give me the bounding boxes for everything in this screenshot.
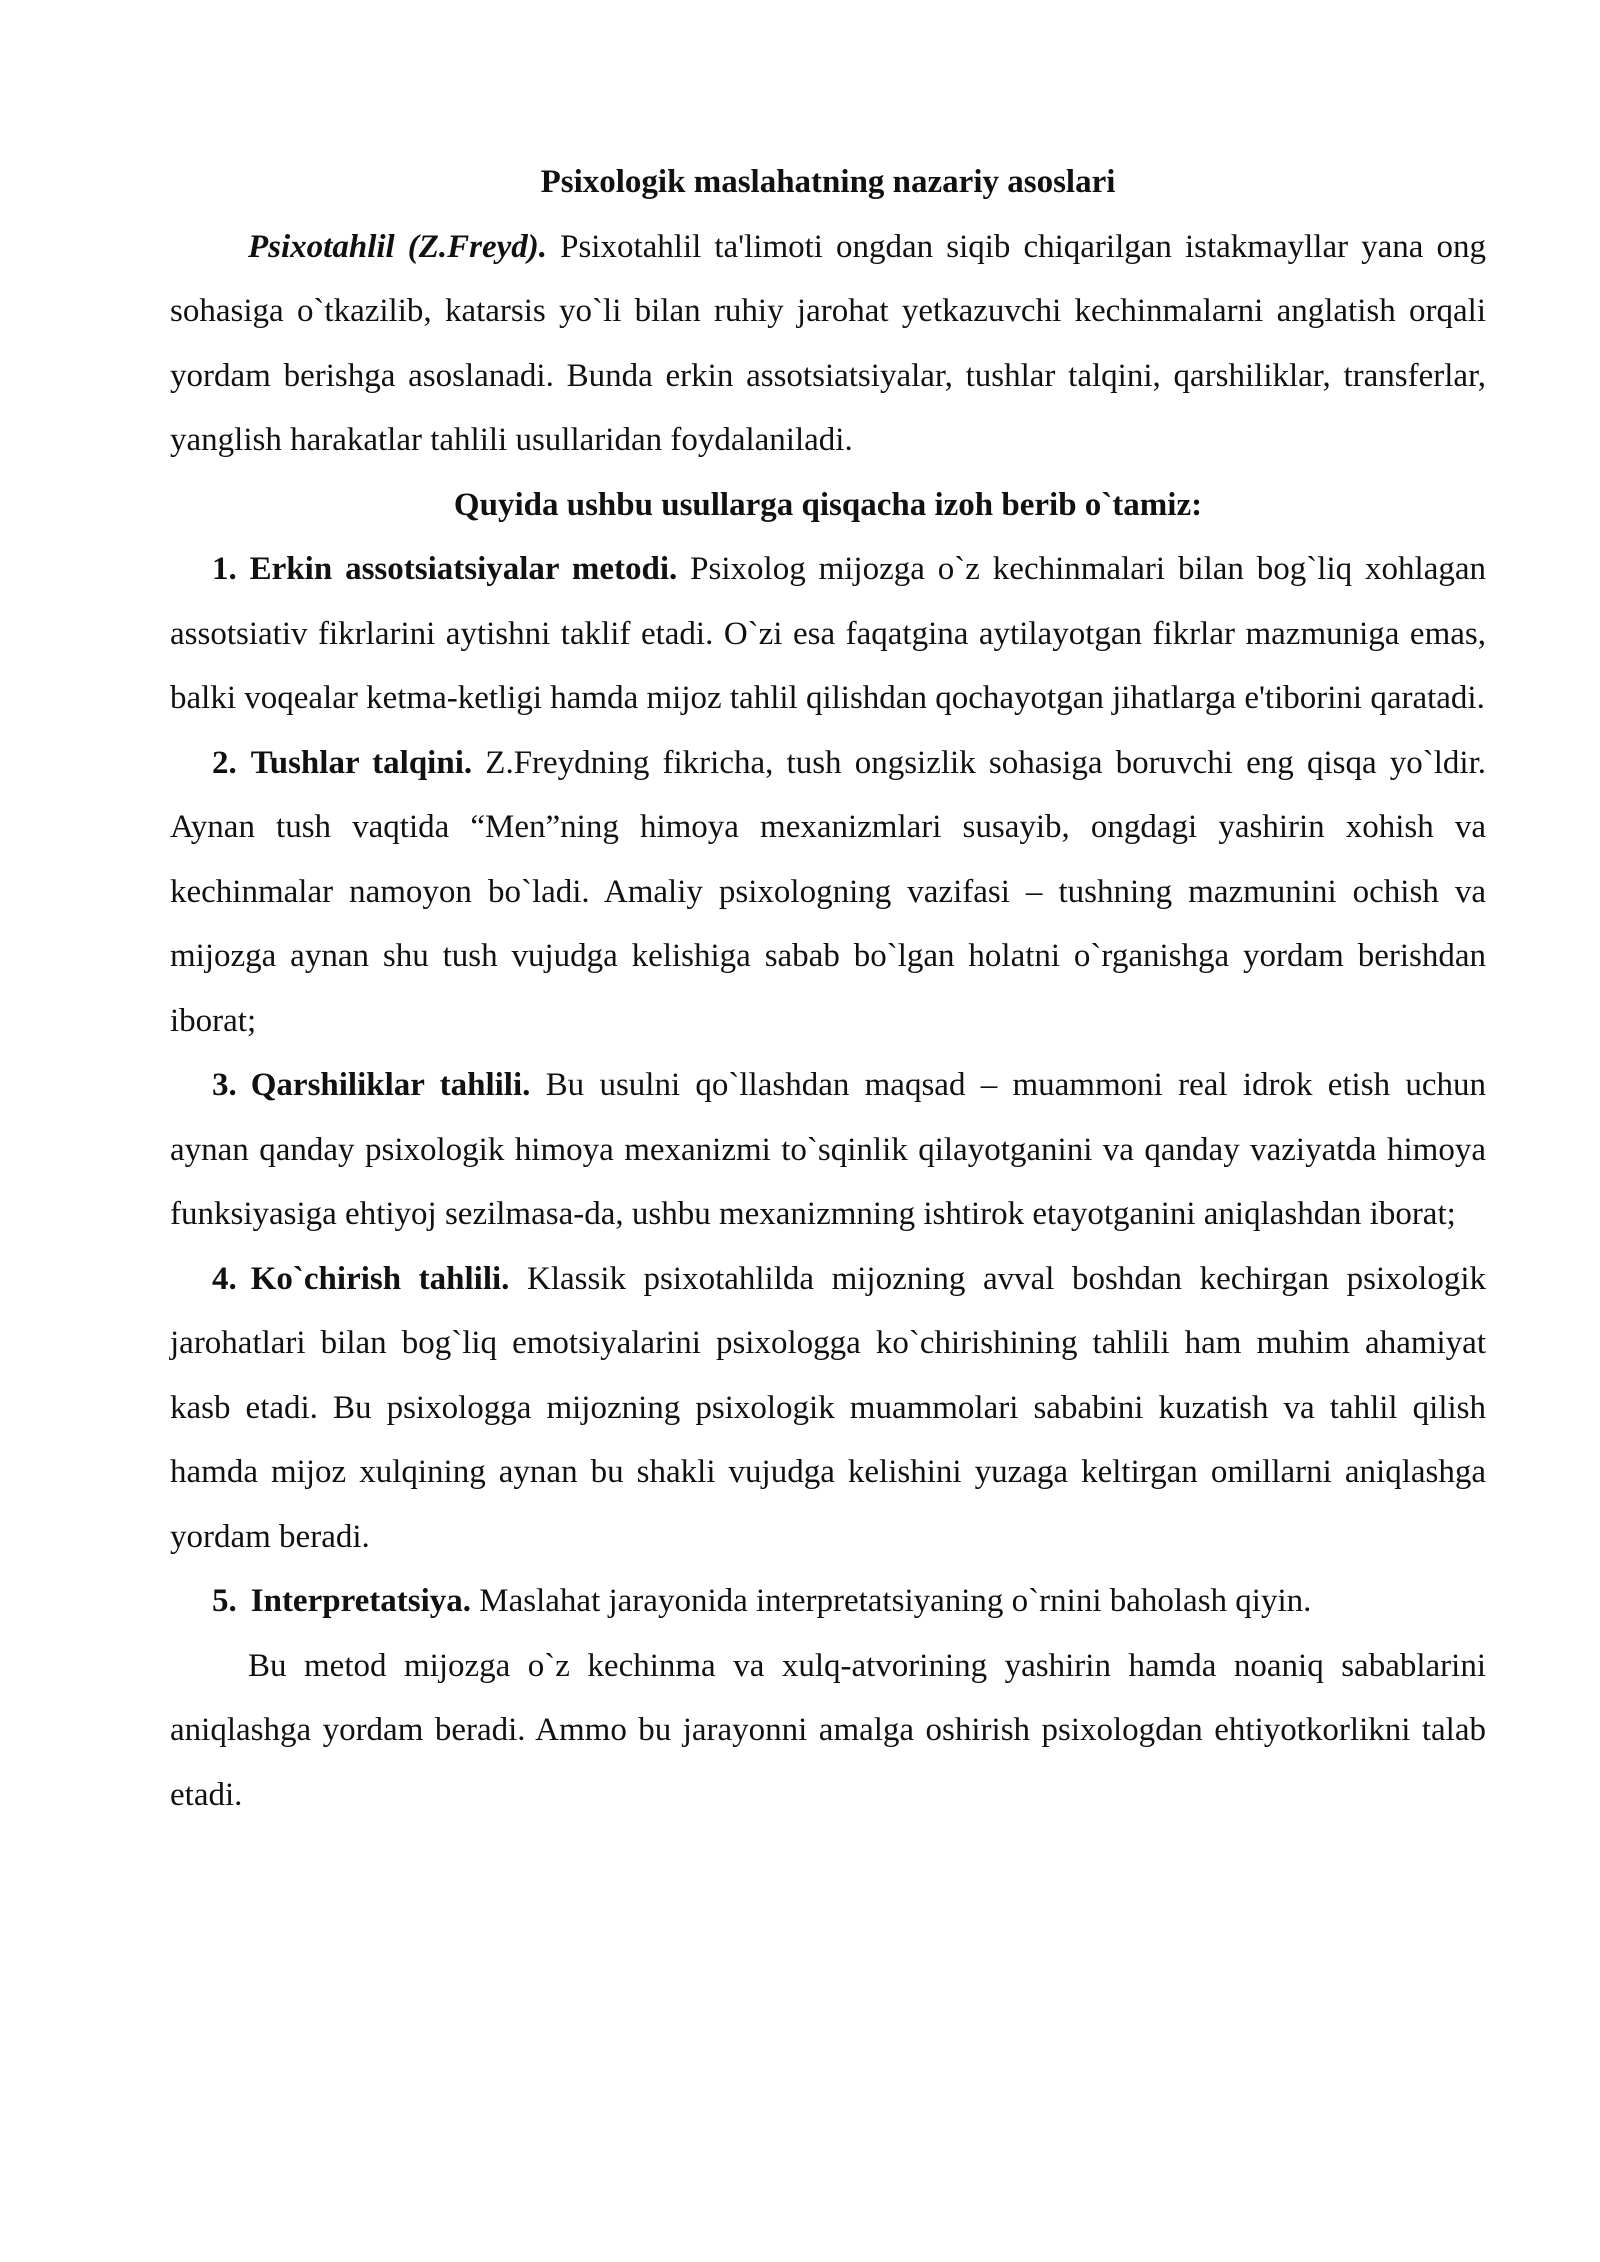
list-item-3 bbox=[170, 1053, 1486, 1247]
document-title: Psixologik maslahatning nazariy asoslari bbox=[540, 164, 1116, 200]
list-item-term: Erkin assotsiatsiyalar metodi. bbox=[249, 551, 678, 587]
list-item-number: 3. bbox=[212, 1067, 237, 1103]
list-item-term: Interpretatsiya. bbox=[250, 1583, 472, 1619]
list-item-term: Tushlar talqini. bbox=[250, 744, 473, 781]
list-item-text: Psixolog mijozga o`z kechinmalari bilan bog`liq xohlagan assotsiativ fikrlarini aytishni taklif etadi. O`zi esa faqatgina aytilayotgan fikrlar mazmuniga emas, balki voqealar ketma-ketligi hamda mijoz tahlil qilishdan qochayotgan jihatlarga e'tiborini qaratadi. bbox=[170, 551, 1486, 716]
list-item-number: 2. bbox=[212, 744, 237, 781]
list-item-number: 5. bbox=[212, 1583, 237, 1619]
list-item-text: Bu usulni qo`llashdan maqsad – muammoni real idrok etish uchun aynan qanday psixologik himoya mexanizmi to`sqinlik qilayotganini va qanday vaziyatda himoya funksiyasiga ehtiyoj sezilmasa-da, ushbu mexanizmning ishtirok etayotganini aniqlashdan iborat; bbox=[170, 1067, 1486, 1232]
list-item-term: Qarshiliklar tahlili. bbox=[250, 1067, 531, 1103]
intro-text: Psixotahlil ta'limoti ongdan siqib chiqarilgan istakmayllar yana ong sohasiga o`tkazilib, katarsis yo`li bilan ruhiy jarohat yetkazuvchi kechinmalarni anglatish orqali yordam berishga asoslanadi. Bunda erkin assotsiatsiyalar, tushlar talqini, qarshiliklar, transferlar, yanglish harakatlar tahlili usullaridan foydalaniladi. bbox=[170, 228, 1486, 458]
list-item-number: 4. bbox=[212, 1260, 237, 1297]
intro-paragraph bbox=[170, 215, 1486, 473]
list-item-1 bbox=[170, 537, 1486, 731]
section-subtitle: Quyida ushbu usullarga qisqacha izoh berib o`tamiz: bbox=[453, 486, 1203, 523]
list-item-term: Ko`chirish tahlili. bbox=[250, 1260, 510, 1297]
document-page bbox=[170, 150, 1486, 1827]
list-item-text: Klassik psixotahlilda mijozning avval boshdan kechirgan psixologik jarohatlari bilan bog`liq emotsiyalarini psixologga ko`chirishining tahlili ham muhim ahamiyat kasb etadi. Bu psixologga mijozning psixologik muammolari sababini kuzatish va tahlil qilish hamda mijoz xulqining aynan bu shakli vujudga kelishini yuzaga keltirgan omillarni aniqlashga yordam beradi. bbox=[170, 1260, 1486, 1555]
closing-paragraph: Bu metod mijozga o`z kechinma va xulq-atvorining yashirin hamda noaniq sabablarini aniqlashga yordam beradi. Ammo bu jarayonni amalga oshirish psixologdan ehtiyotkorlikni talab etadi. bbox=[170, 1647, 1486, 1813]
list-item-text: Z.Freydning fikricha, tush ongsizlik sohasiga boruvchi eng qisqa yo`ldir. Aynan tush vaqtida “Men”ning himoya mexanizmlari susayib, ongdagi yashirin xohish va kechinmalar namoyon bo`ladi. Amaliy psixologning vazifasi – tushning mazmunini ochish va mijozga aynan shu tush vujudga kelishiga sabab bo`lgan holatni o`rganishga yordam berishdan iborat; bbox=[170, 744, 1487, 1039]
list-item-4 bbox=[170, 1247, 1486, 1570]
list-item-2 bbox=[170, 731, 1486, 1054]
list-item-5 bbox=[170, 1569, 1486, 1634]
list-item-text: Maslahat jarayonida interpretatsiyaning o`rnini baholash qiyin. bbox=[471, 1583, 1312, 1619]
intro-term: Psixotahlil (Z.Freyd). bbox=[248, 228, 548, 265]
list-item-number: 1. bbox=[212, 551, 237, 587]
